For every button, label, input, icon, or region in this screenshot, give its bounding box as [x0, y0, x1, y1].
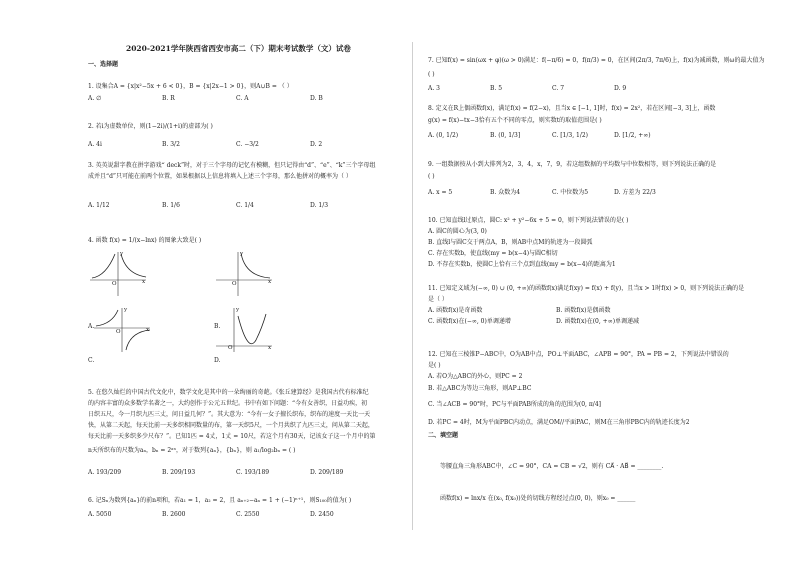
q3-line2: 成并且“d”只可能在前两个位置，如果根据以上信息将填入上述三个字母，那么他拼对的概率为（ ） — [88, 173, 352, 180]
q5-line3: 日织五尺，今一月织九匹三丈，问日益几何？”。其大意为：“今有一女子擅长织布，织布的速度一天比一天 — [88, 411, 371, 418]
q7-line1: 7. 已知f(x) = sin(ωx + φ)(ω > 0)满足：f(−π/6) = 0，f(π/3) = 0，在区间(2π/3, 7π/6)上，f(x)为减函数，则ω的最大值为 — [428, 57, 765, 64]
q5-opt-d: D. 209/189 — [310, 469, 344, 476]
q3-opt-c: C. 1/4 — [236, 202, 254, 209]
q4-graph-a — [88, 250, 148, 298]
q12-line3: A. 若O为△ABC的外心，则PC = 2 — [428, 373, 523, 380]
q6-opt-b: B. 2600 — [162, 511, 186, 518]
q4-label-b: B. — [214, 323, 221, 330]
q12-line4: B. 若△ABC为等边三角形，则AP⊥BC — [428, 385, 532, 392]
q2-opt-a: A. 4i — [88, 141, 102, 148]
q5-opt-c: C. 193/189 — [236, 469, 270, 476]
q4-label-a: A. — [88, 323, 95, 330]
q4-b-x: x — [268, 279, 272, 285]
q4-c-x: x — [146, 327, 150, 333]
q9-options — [428, 188, 728, 197]
column-divider — [412, 42, 413, 530]
q8-opt-d: D. [1/2, +∞) — [614, 132, 651, 139]
q6-text: 6. 记Sₙ为数列{aₙ}的前n项和，若a₁ = 1，a₂ = 2，且 aₙ₊₂−aₙ = 1 + (−1)ⁿ⁺¹，则S₁₀₀的值为( ) — [88, 497, 352, 504]
q4-a-y: y — [120, 251, 124, 257]
q11-opt-b: B. 函数f(x)是偶函数 — [556, 307, 611, 314]
q4-d-y: y — [236, 307, 240, 313]
q1-text: 1. 设集合A = {x|x²−5x + 6 < 0}，B = {x|2x−1 > 0}，则A∪B = （ ） — [88, 83, 293, 90]
q9-opt-a: A. x = 5 — [428, 189, 453, 196]
q12-line6: D. 若PC = 4时，M为平面PBC内动点，满足OM//平面PAC，则M在三角形PBC内的轨迹长度为2 — [428, 419, 690, 426]
q5-opt-a: A. 193/209 — [88, 469, 122, 476]
q14-text: 函数f(x) = lnx/x 在(x₀, f(x₀))处的切线方程经过点(0, 0)，则x₀ = ______ — [440, 495, 636, 502]
q8-opt-c: C. [1/3, 1/2) — [552, 132, 588, 139]
q4-d-origin: O — [228, 345, 233, 351]
q8-opt-a: A. (0, 1/2) — [428, 132, 459, 139]
q2-text: 2. 若i为虚数单位，则(1−2i)/(1+i)的虚部为( ) — [88, 123, 213, 130]
q1-opt-b: B. R — [162, 95, 175, 102]
section-choice: 一、选择题 — [88, 61, 119, 68]
q9-opt-d: D. 方差为 22/3 — [614, 189, 656, 196]
section-fill: 二、填空题 — [428, 432, 459, 439]
q2-opt-c: C. −3/2 — [236, 141, 259, 148]
q7-options — [428, 84, 728, 93]
q5-options — [88, 468, 406, 477]
q2-opt-b: B. 3/2 — [162, 141, 180, 148]
q4-a-x: x — [142, 279, 146, 285]
q11-line2: 是（ ） — [428, 296, 448, 303]
q4-b-origin: O — [232, 281, 237, 287]
q5-line6: n天所织布的尺数为aₙ，bₙ = 2ᵃⁿ，对于数列{aₙ}，{bₙ}，则 a₁/log₂bₙ = ( ) — [88, 447, 296, 454]
q6-options — [88, 510, 406, 519]
q1-opt-d: D. B — [310, 95, 323, 102]
q1-opt-c: C. A — [236, 95, 249, 102]
q9-line2: ( ) — [428, 173, 435, 180]
q11-line1: 11. 已知定义域为(−∞, 0) ∪ (0, +∞)的函数f(x)满足f(xy) = f(x) + f(y)，且当x > 1时f(x) > 0，则下列说法正确的是 — [428, 285, 745, 292]
q6-opt-a: A. 5050 — [88, 511, 112, 518]
q4-c-y: y — [124, 307, 128, 313]
exam-title: 2020-2021学年陕西省西安市高二（下）期末考试数学（文）试卷 — [126, 44, 351, 53]
q10-line5: D. 不存在实数b，使圆C上恰有三个点到直线(my = b(x−4)的距离为1 — [428, 261, 616, 268]
q5-opt-b: B. 209/193 — [162, 469, 196, 476]
q4-d-x: x — [268, 345, 272, 351]
q8-line1: 8. 定义在R上偶函数f(x)，满足f(x) = f(2−x)，且当x ∈ [−1, 1]时，f(x) = 2x²，若在区间[−3, 3]上，函数 — [428, 105, 716, 112]
q7-opt-d: D. 9 — [614, 85, 627, 92]
q4-b-y: y — [240, 251, 244, 257]
q3-opt-b: B. 1/6 — [162, 202, 180, 209]
q4-graph-d — [214, 306, 274, 354]
q7-opt-b: B. 5 — [490, 85, 503, 92]
q11-opt-d: D. 函数f(x)在(0, +∞)单调递减 — [556, 318, 640, 325]
q10-line1: 10. 已知直线l过原点，圆C: x² + y²−6x + 5 = 0，则下列说法错误的是( ) — [428, 217, 629, 224]
q4-graph-b — [214, 250, 274, 298]
q12-line1: 12. 已知在三棱锥P−ABC中，O为AB中点，PO⊥平面ABC，∠APB = 90°，PA = PB = 2，下列说法中错误的 — [428, 351, 729, 358]
q4-label-c: C. — [88, 357, 95, 364]
q10-line4: C. 存在实数b，使直线(my = b(x−4)与圆C相切 — [428, 250, 558, 257]
q12-line2: 是( ) — [428, 362, 441, 369]
q4-graph-c — [92, 306, 152, 354]
q7-line2: ( ) — [428, 71, 435, 78]
q9-opt-c: C. 中位数为5 — [552, 189, 589, 196]
q5-line2: 的内容丰富的众多数学名著之一，大约创作于公元五世纪。书中有如下问题：“今有女善织，日益功疾，初 — [88, 400, 368, 407]
q2-options — [88, 140, 406, 149]
q1-opt-a: A. ∅ — [88, 95, 102, 102]
q2-opt-d: D. 2 — [310, 141, 323, 148]
q3-opt-a: A. 1/12 — [88, 202, 110, 209]
q8-line2: g(x) = f(x)−tx−3恰有五个不同的零点，则实数t的取值范围是( ) — [428, 117, 602, 124]
q10-line3: B. 直线l与圆C交于两点A，B，则AB中点M的轨迹为一段圆弧 — [428, 239, 593, 246]
q5-line1: 5. 在悠久灿烂的中国古代文化中，数学文化是其中的一朵绚丽的奇葩。《张丘建算经》是我国古代有标准纪 — [88, 389, 369, 396]
q12-line5: C. 当∠ACB = 90°时，PC与平面PAB所成的角的范围为(0, π/4] — [428, 401, 601, 408]
q11-opt-a: A. 函数f(x)是奇函数 — [428, 307, 483, 314]
q3-options — [88, 201, 406, 210]
q4-text: 4. 函数 f(x) = 1/(x−lnx) 的图象大致是( ) — [88, 237, 202, 244]
q10-line2: A. 圆C的圆心为(3, 0) — [428, 228, 487, 235]
q4-a-origin: O — [112, 281, 117, 287]
q1-options — [88, 94, 406, 103]
q4-label-d: D. — [214, 357, 221, 364]
q6-opt-d: D. 2450 — [310, 511, 334, 518]
q5-line4: 快，从第二天起，每天比前一天多织相同数量的布，第一天织5尺，一个月共织了九匹三丈，问从第二天起， — [88, 422, 374, 429]
q8-opt-b: B. (0, 1/3] — [490, 132, 521, 139]
q8-options — [428, 131, 728, 140]
q7-opt-a: A. 3 — [428, 85, 440, 92]
q6-opt-c: C. 2550 — [236, 511, 260, 518]
q9-opt-b: B. 众数为4 — [490, 189, 521, 196]
q5-line5: 每天比前一天多织多少尺布？”。已知1匹 = 4丈，1丈 = 10尺，若这个月有30天，记该女子这一个月中的第 — [88, 433, 376, 440]
q7-opt-c: C. 7 — [552, 85, 565, 92]
q3-line1: 3. 英英说甜字教在拼字游戏“ deck”时，对于三个字母的记忆有模糊，但只记得由“d”、“e”、“k”三个字母组 — [88, 162, 376, 169]
q13-text: 等腰直角三角形ABC中，∠C = 90°，CA = CB = √2，则有 CA⃗ · AB⃗ = ________. — [440, 463, 664, 470]
q4-c-origin: O — [116, 329, 121, 335]
q3-opt-d: D. 1/3 — [310, 202, 329, 209]
q9-line1: 9. 一组数据按从小到大排列为2，3，4，x，7，9，若这组数据的平均数与中位数相等，则下列说法正确的是 — [428, 161, 717, 168]
q11-opt-c: C. 函数f(x)在(−∞, 0)单调递增 — [428, 318, 511, 325]
